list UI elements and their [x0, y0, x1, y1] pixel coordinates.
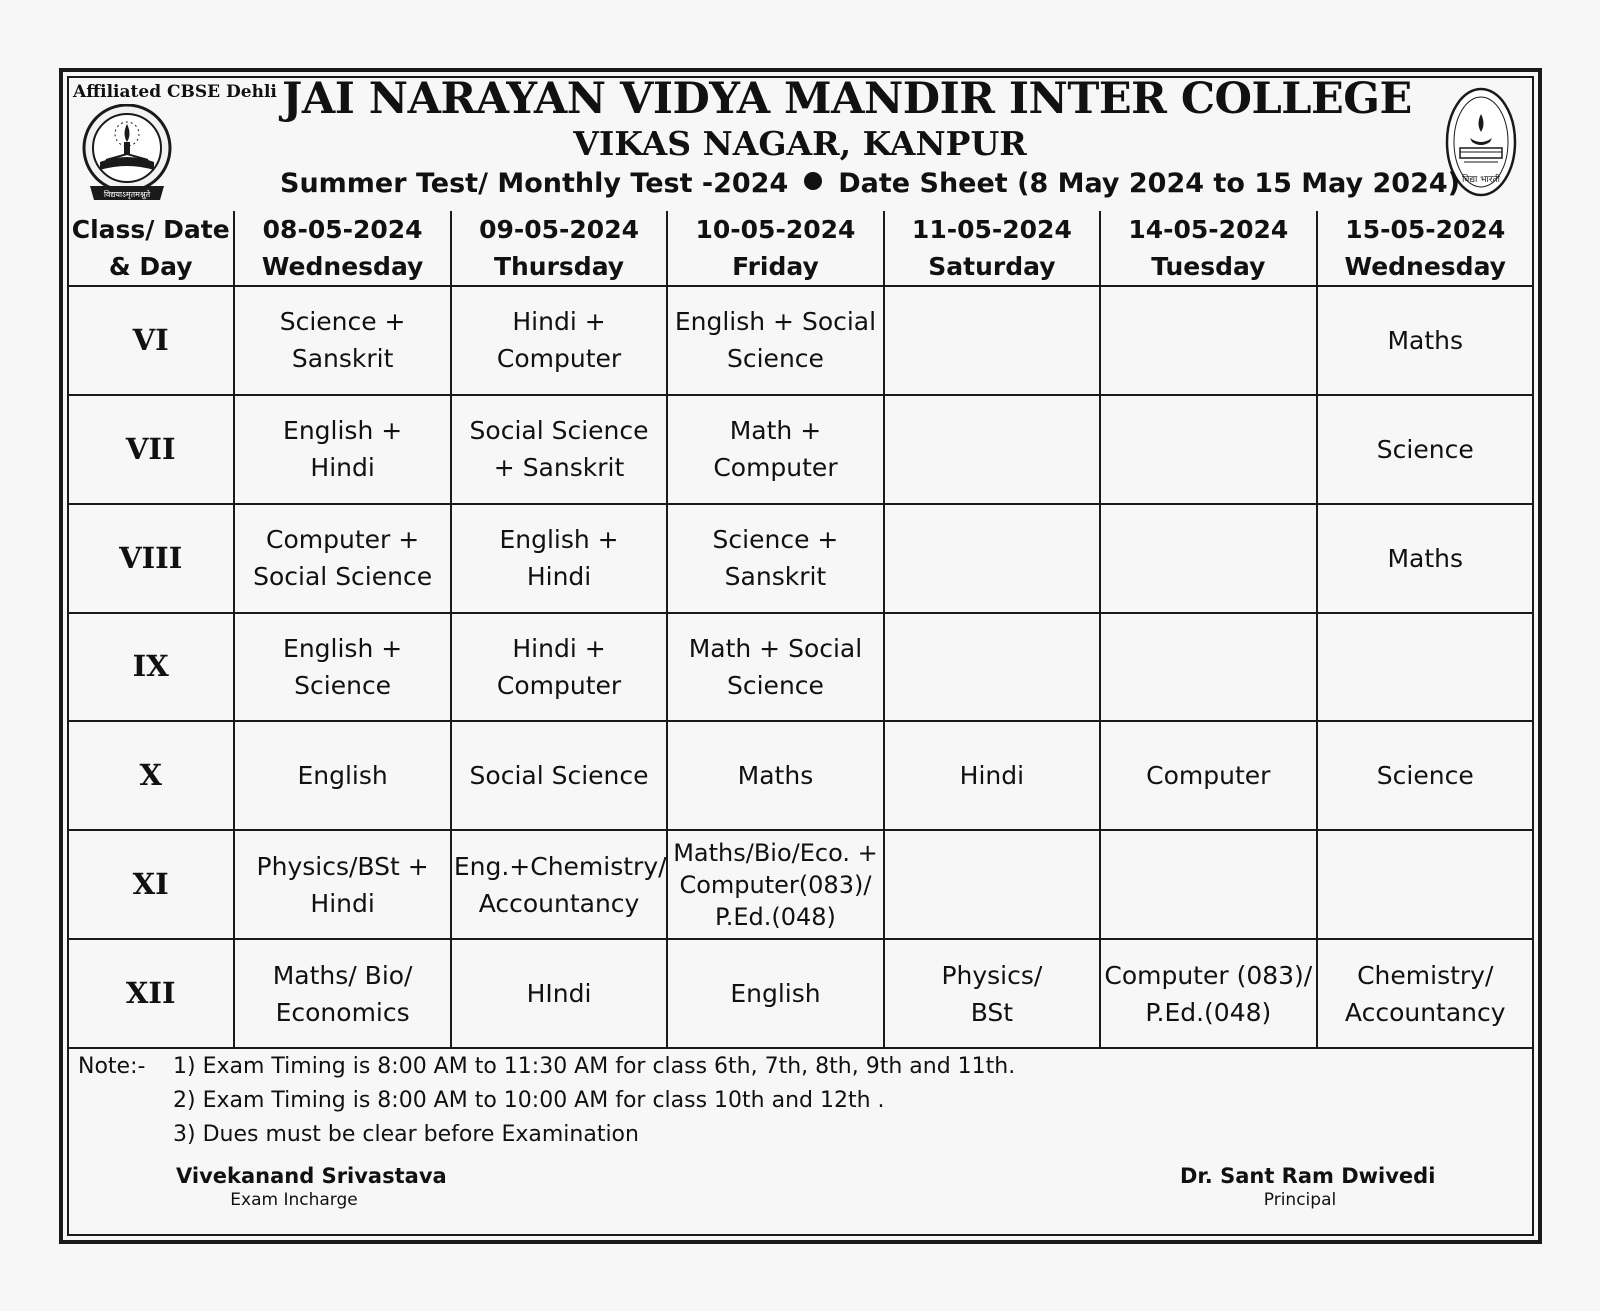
subject-cell	[451, 830, 667, 939]
signature-exam-incharge	[176, 1164, 447, 1210]
table-row	[68, 721, 1533, 830]
column-date: 10-05-2024	[695, 215, 856, 244]
header-cell-date	[667, 211, 883, 286]
column-date: 08-05-2024	[262, 215, 423, 244]
subject-line: Science	[1376, 761, 1474, 791]
subject-line: Hindi	[526, 562, 592, 592]
subject-cell	[1317, 504, 1533, 613]
subject-cell	[234, 830, 450, 939]
table-row	[68, 939, 1533, 1048]
subject-line: Maths	[1387, 325, 1464, 355]
header-corner-line: & Day	[108, 252, 193, 281]
subject-line: Science	[727, 344, 824, 374]
signatory-name: Vivekanand Srivastava	[176, 1164, 447, 1188]
affiliation-text: Affiliated CBSE Dehli	[73, 82, 277, 102]
svg-text:विद्ययाऽमृतमश्नुते: विद्ययाऽमृतमश्नुते	[103, 190, 151, 199]
table-header-row	[68, 211, 1533, 286]
header-cell-date	[234, 211, 450, 286]
subject-line: Social Science	[469, 416, 649, 446]
exam-date-sheet-table	[68, 211, 1533, 1049]
subject-cell	[884, 830, 1100, 939]
subject-cell	[884, 721, 1100, 830]
subject-cell	[884, 939, 1100, 1048]
date-sheet-subtitle	[280, 168, 1461, 199]
column-day: Friday	[732, 252, 819, 281]
note-item: 3) Dues must be clear before Examination	[173, 1122, 639, 1147]
subject-cell	[234, 395, 450, 504]
subject-cell	[1100, 939, 1316, 1048]
table-row	[68, 830, 1533, 939]
subject-line: Science +	[712, 525, 839, 555]
college-city: VIKAS NAGAR, KANPUR	[573, 124, 1027, 163]
subject-line: BSt	[970, 997, 1014, 1027]
subject-line: Hindi	[310, 453, 375, 483]
date-sheet-title: Date Sheet (8 May 2024 to 15 May 2024)	[838, 168, 1461, 199]
subject-line: Maths/ Bio/	[272, 960, 413, 990]
subject-line: Maths/Bio/Eco. +	[673, 838, 878, 867]
header-corner-line: Class/ Date	[71, 215, 230, 244]
subject-cell	[451, 504, 667, 613]
signatory-role: Principal	[1263, 1190, 1337, 1210]
subject-cell	[1100, 721, 1316, 830]
subject-line: English +	[283, 633, 403, 663]
subject-cell	[1100, 504, 1316, 613]
subject-cell	[1100, 395, 1316, 504]
college-name: JAI NARAYAN VIDYA MANDIR INTER COLLEGE	[282, 74, 1412, 124]
class-cell: VI	[68, 286, 234, 395]
column-day: Thursday	[493, 252, 625, 281]
column-date: 14-05-2024	[1128, 215, 1289, 244]
subject-cell	[451, 721, 667, 830]
subject-line: Economics	[275, 997, 410, 1027]
subject-line: Hindi +	[512, 633, 606, 663]
subject-line: HIndi	[526, 979, 592, 1009]
subject-line: Computer +	[266, 525, 420, 555]
signature-principal	[1180, 1164, 1436, 1210]
subject-line: Sanskrit	[291, 344, 394, 374]
subject-cell	[667, 613, 883, 722]
subject-line: English	[730, 979, 821, 1009]
subject-cell	[667, 286, 883, 395]
subject-line: P.Ed.(048)	[714, 902, 836, 931]
subject-cell	[451, 395, 667, 504]
subject-line: Computer(083)/	[679, 870, 872, 899]
subject-line: Physics/	[941, 960, 1043, 990]
subject-cell	[667, 395, 883, 504]
note-item: 2) Exam Timing is 8:00 AM to 10:00 AM for class 10th and 12th .	[173, 1088, 885, 1113]
subject-cell	[1100, 613, 1316, 722]
subject-line: Maths	[737, 761, 814, 791]
subject-cell	[234, 721, 450, 830]
header-cell-corner	[68, 211, 234, 286]
subject-line: Computer	[496, 344, 622, 374]
subject-cell	[451, 613, 667, 722]
subject-line: Accountancy	[1344, 997, 1506, 1027]
subject-line: Sanskrit	[724, 562, 827, 592]
class-cell: X	[68, 721, 234, 830]
subject-line: Math +	[729, 416, 822, 446]
table-row	[68, 504, 1533, 613]
class-cell: VII	[68, 395, 234, 504]
subject-cell	[1317, 613, 1533, 722]
subject-line: Social Science	[469, 761, 649, 791]
subject-line: Math + Social	[688, 633, 863, 663]
subject-cell	[1317, 939, 1533, 1048]
table-row	[68, 613, 1533, 722]
subject-cell	[667, 504, 883, 613]
subject-line: Science	[727, 670, 824, 700]
header-cell-date	[884, 211, 1100, 286]
header-cell-date	[451, 211, 667, 286]
subject-line: Computer (083)/	[1104, 960, 1313, 990]
column-date: 09-05-2024	[479, 215, 639, 244]
table-row	[68, 286, 1533, 395]
subject-line: Social Science	[253, 562, 433, 592]
subject-cell	[451, 939, 667, 1048]
bullet-dot-icon	[804, 172, 822, 190]
subject-cell	[1317, 830, 1533, 939]
subject-line: English +	[283, 416, 403, 446]
subject-line: Computer	[713, 453, 838, 483]
subject-line: Science	[1376, 434, 1474, 464]
subject-cell	[234, 939, 450, 1048]
subject-line: Hindi	[310, 888, 375, 918]
column-day: Tuesday	[1151, 252, 1266, 281]
subject-cell	[1317, 286, 1533, 395]
header-cell-date	[1100, 211, 1316, 286]
header-cell-date	[1317, 211, 1533, 286]
subject-cell	[234, 286, 450, 395]
subject-line: Computer	[1146, 761, 1271, 791]
subject-line: English	[297, 761, 388, 791]
subject-line: Chemistry/	[1357, 960, 1494, 990]
subject-line: Science +	[279, 307, 406, 337]
column-day: Wednesday	[1344, 252, 1506, 281]
subject-cell	[667, 939, 883, 1048]
class-cell: IX	[68, 613, 234, 722]
subject-cell	[1100, 830, 1316, 939]
subject-cell	[1100, 286, 1316, 395]
column-date: 15-05-2024	[1345, 215, 1506, 244]
subject-cell	[1317, 395, 1533, 504]
subject-line: Eng.+Chemistry/	[453, 851, 667, 881]
table-row	[68, 395, 1533, 504]
subject-line: Science	[294, 670, 392, 700]
class-cell: XI	[68, 830, 234, 939]
subject-cell	[667, 721, 883, 830]
test-name: Summer Test/ Monthly Test -2024	[280, 168, 789, 199]
signatory-name: Dr. Sant Ram Dwivedi	[1180, 1164, 1436, 1188]
subject-line: Maths	[1387, 543, 1464, 573]
subject-line: + Sanskrit	[493, 453, 625, 483]
note-item: 1) Exam Timing is 8:00 AM to 11:30 AM for class 6th, 7th, 8th, 9th and 11th.	[173, 1054, 1016, 1079]
subject-cell	[451, 286, 667, 395]
subject-line: Physics/BSt +	[256, 851, 429, 881]
subject-line: P.Ed.(048)	[1145, 997, 1272, 1027]
subject-cell	[884, 286, 1100, 395]
subject-line: English + Social	[674, 307, 877, 337]
subject-line: Accountancy	[478, 888, 640, 918]
subject-cell	[884, 613, 1100, 722]
class-cell: VIII	[68, 504, 234, 613]
class-cell: XII	[68, 939, 234, 1048]
school-logo-seal	[80, 104, 174, 204]
subject-cell	[234, 613, 450, 722]
subject-line: English +	[499, 525, 619, 555]
subject-line: Hindi +	[512, 307, 606, 337]
subject-cell	[667, 830, 883, 939]
column-date: 11-05-2024	[911, 215, 1072, 244]
column-day: Wednesday	[261, 252, 424, 281]
subject-cell	[1317, 721, 1533, 830]
subject-line: Computer	[496, 670, 622, 700]
column-day: Saturday	[928, 252, 1056, 281]
svg-text:विद्या भारती: विद्या भारती	[1462, 175, 1500, 185]
signatory-role: Exam Incharge	[230, 1190, 358, 1210]
notes-label: Note:-	[78, 1054, 146, 1079]
subject-cell	[884, 395, 1100, 504]
subject-line: Hindi	[959, 761, 1025, 791]
subject-cell	[234, 504, 450, 613]
subject-cell	[884, 504, 1100, 613]
